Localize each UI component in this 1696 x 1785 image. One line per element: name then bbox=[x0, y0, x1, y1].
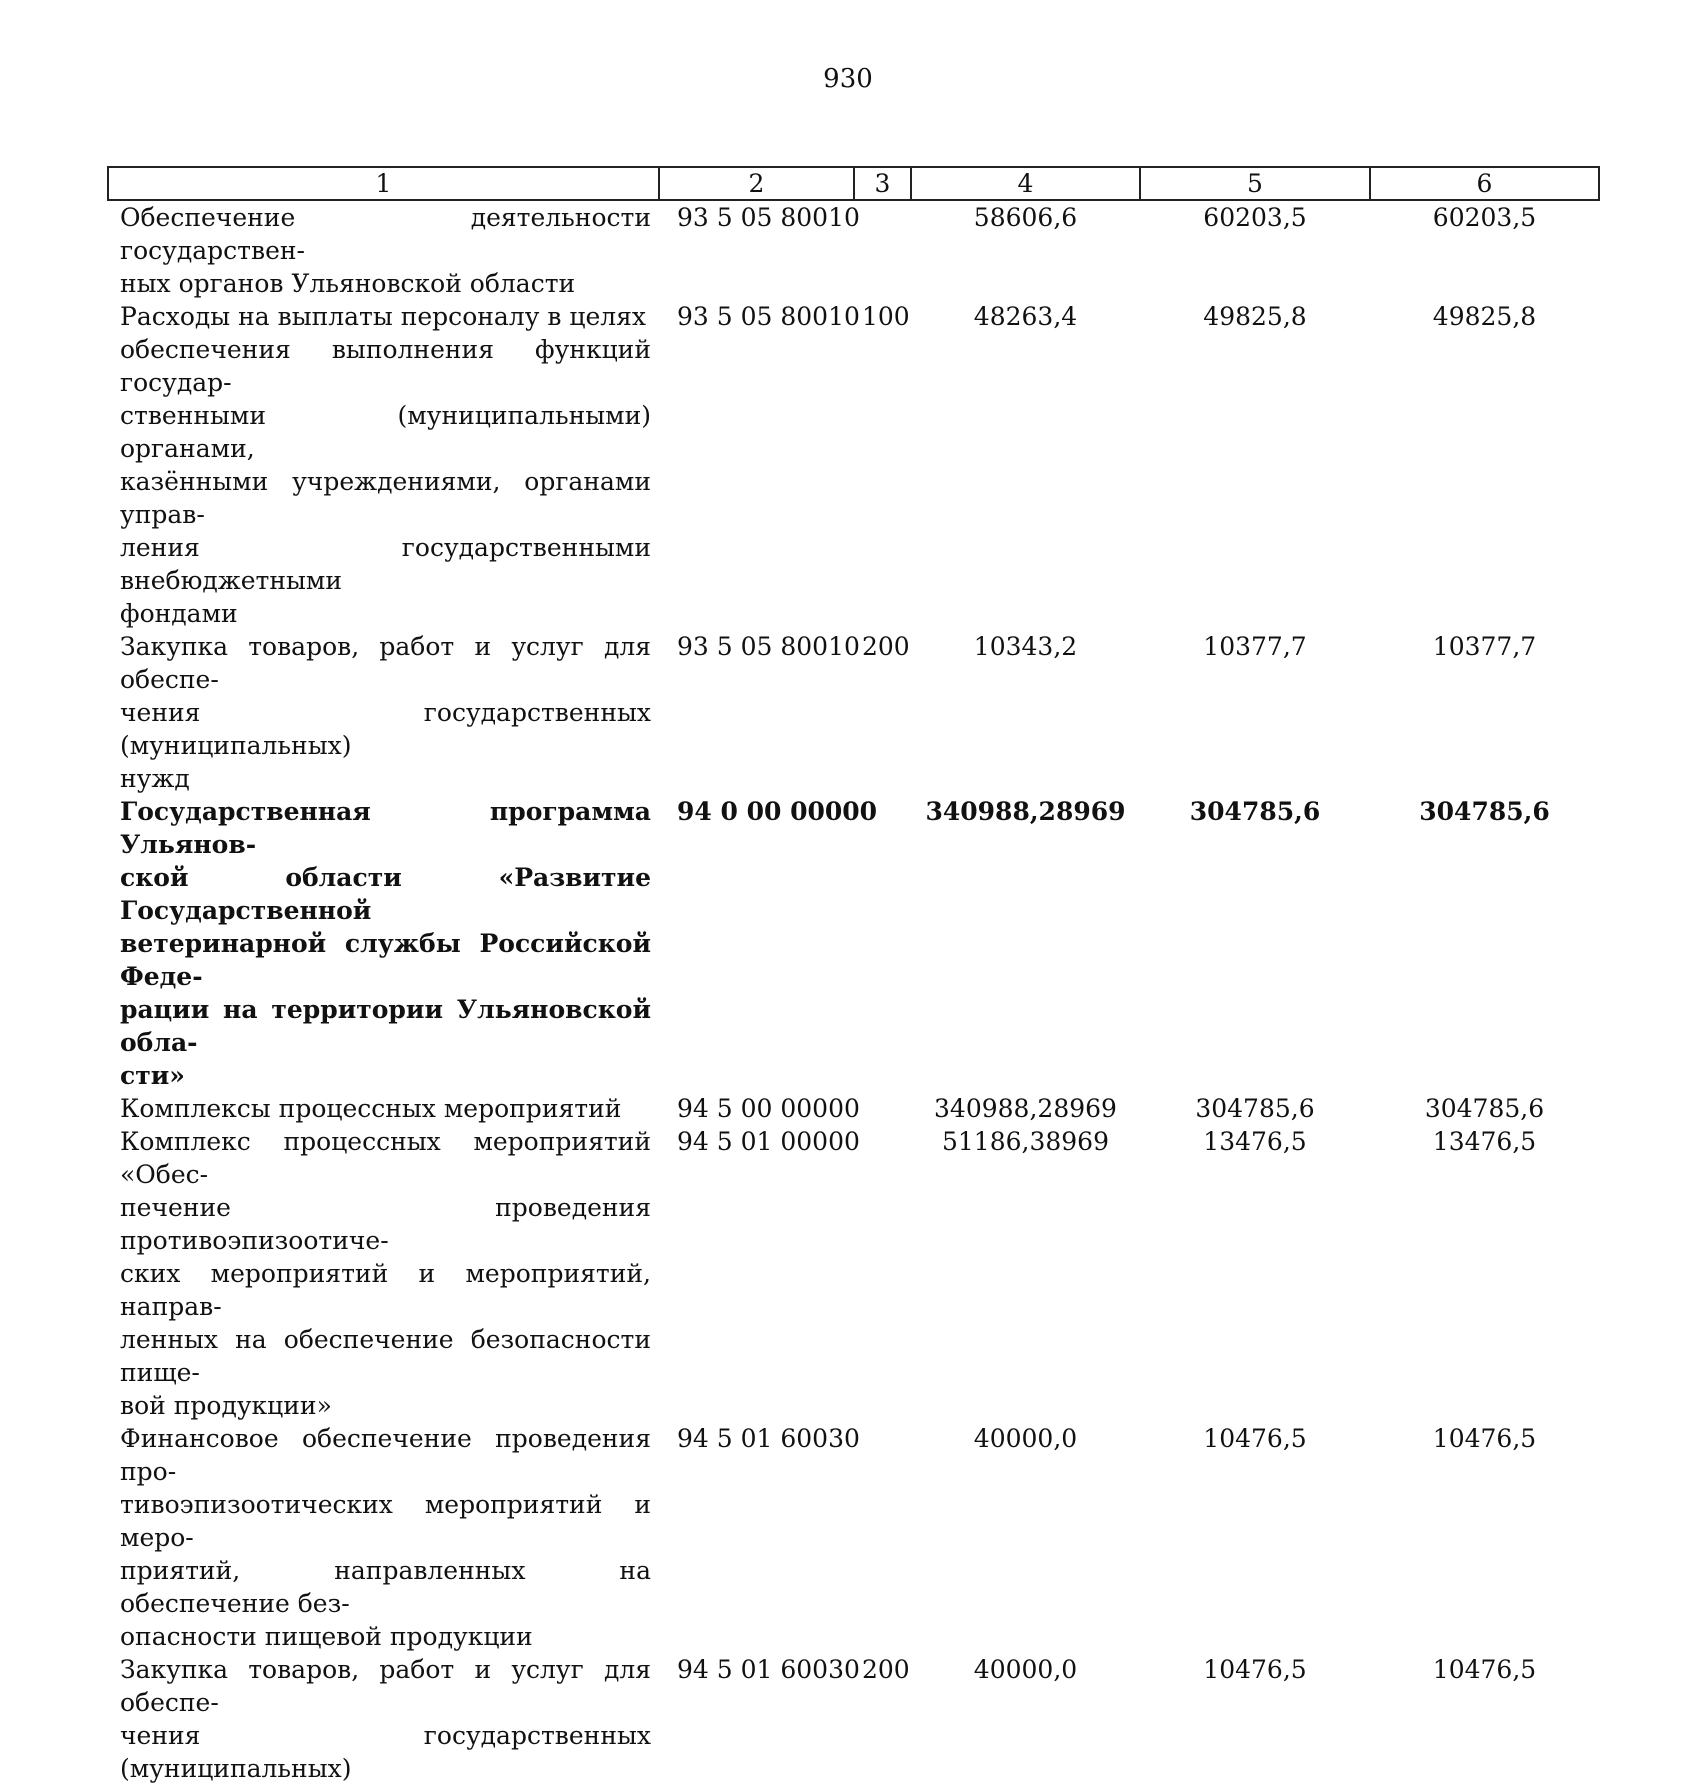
column-header-6: 6 bbox=[1370, 167, 1599, 200]
row-value-6: 49825,8 bbox=[1432, 302, 1537, 331]
description-line: ских мероприятий и мероприятий, направ- bbox=[120, 1259, 651, 1321]
table-row bbox=[108, 1092, 1599, 1125]
row-description bbox=[108, 1092, 659, 1125]
row-expense-type bbox=[854, 795, 911, 1092]
row-value-5: 13476,5 bbox=[1203, 1127, 1307, 1156]
description-line: чения государственных (муниципальных) bbox=[120, 1721, 651, 1783]
description-line: печение проведения противоэпизоотиче- bbox=[120, 1193, 651, 1255]
row-value-5: 60203,5 bbox=[1203, 203, 1307, 232]
row-description bbox=[108, 795, 659, 1092]
row-code: 94 5 01 60030 bbox=[677, 1424, 860, 1453]
description-line: чения государственных (муниципальных) bbox=[120, 698, 651, 760]
row-code: 94 5 01 60030 bbox=[677, 1655, 860, 1684]
description-line: рации на территории Ульяновской обла- bbox=[120, 995, 651, 1057]
row-value-5: 304785,6 bbox=[1189, 797, 1321, 826]
row-value-4: 48263,4 bbox=[973, 302, 1078, 331]
table-header-row bbox=[108, 167, 1599, 200]
table-row bbox=[108, 300, 1599, 630]
row-value-6: 10476,5 bbox=[1432, 1424, 1537, 1453]
description-line: сти» bbox=[120, 1061, 185, 1090]
description-line: приятий, направленных на обеспечение без- bbox=[120, 1556, 651, 1618]
description-line: Финансовое обеспечение проведения про- bbox=[120, 1424, 651, 1486]
row-description bbox=[108, 1653, 659, 1785]
table-row bbox=[108, 1653, 1599, 1785]
column-header-2: 2 bbox=[659, 167, 854, 200]
row-value-5: 49825,8 bbox=[1203, 302, 1307, 331]
description-line: ственными (муниципальными) органами, bbox=[120, 401, 651, 463]
description-line: Закупка товаров, работ и услуг для обеспе- bbox=[120, 632, 651, 694]
description-line: ленных на обеспечение безопасности пище- bbox=[120, 1325, 651, 1387]
description-line: Комплексы процессных мероприятий bbox=[120, 1094, 622, 1123]
description-line: вой продукции» bbox=[120, 1391, 332, 1420]
row-value-6: 304785,6 bbox=[1424, 1094, 1545, 1123]
table-row bbox=[108, 630, 1599, 795]
row-expense-type bbox=[854, 200, 911, 300]
row-value-6: 10377,7 bbox=[1432, 632, 1537, 661]
description-line: ных органов Ульяновской области bbox=[120, 269, 576, 298]
description-line: обеспечения выполнения функций государ- bbox=[120, 335, 651, 397]
row-description bbox=[108, 200, 659, 300]
row-description bbox=[108, 630, 659, 795]
row-expense-type: 100 bbox=[862, 302, 910, 331]
column-header-1: 1 bbox=[108, 167, 659, 200]
row-code: 94 0 00 00000 bbox=[677, 797, 878, 826]
row-expense-type bbox=[854, 1125, 911, 1422]
row-code: 94 5 00 00000 bbox=[677, 1094, 860, 1123]
row-value-4: 40000,0 bbox=[973, 1655, 1078, 1684]
description-line: фондами bbox=[120, 599, 238, 628]
row-value-4: 51186,38969 bbox=[941, 1127, 1109, 1156]
row-value-5: 304785,6 bbox=[1195, 1094, 1315, 1123]
description-line: ветеринарной службы Российской Феде- bbox=[120, 929, 651, 991]
description-line: опасности пищевой продукции bbox=[120, 1622, 533, 1651]
description-line: Расходы на выплаты персоналу в целях bbox=[120, 302, 646, 331]
description-line: тивоэпизоотических мероприятий и меро- bbox=[120, 1490, 651, 1552]
table-row bbox=[108, 200, 1599, 300]
budget-table bbox=[107, 166, 1600, 1785]
row-expense-type: 200 bbox=[862, 1655, 910, 1684]
description-line: Закупка товаров, работ и услуг для обеспе- bbox=[120, 1655, 651, 1717]
description-line: казёнными учреждениями, органами управ- bbox=[120, 467, 651, 529]
row-value-4: 340988,28969 bbox=[925, 797, 1126, 826]
table-row bbox=[108, 1125, 1599, 1422]
description-line: Обеспечение деятельности государствен- bbox=[120, 203, 651, 265]
column-header-4: 4 bbox=[911, 167, 1140, 200]
description-line: ления государственными внебюджетными bbox=[120, 533, 651, 595]
row-value-5: 10476,5 bbox=[1203, 1655, 1307, 1684]
row-value-6: 13476,5 bbox=[1432, 1127, 1537, 1156]
column-header-3: 3 bbox=[854, 167, 911, 200]
row-expense-type: 200 bbox=[862, 632, 910, 661]
row-value-6: 60203,5 bbox=[1432, 203, 1537, 232]
table-row bbox=[108, 1422, 1599, 1653]
row-value-5: 10476,5 bbox=[1203, 1424, 1307, 1453]
row-expense-type bbox=[854, 1422, 911, 1653]
description-line: Комплекс процессных мероприятий «Обес- bbox=[120, 1127, 651, 1189]
row-description bbox=[108, 1422, 659, 1653]
row-code: 93 5 05 80010 bbox=[677, 203, 860, 232]
row-value-4: 340988,28969 bbox=[934, 1094, 1117, 1123]
row-code: 94 5 01 00000 bbox=[677, 1127, 860, 1156]
column-header-5: 5 bbox=[1140, 167, 1370, 200]
row-expense-type bbox=[854, 1092, 911, 1125]
row-description bbox=[108, 1125, 659, 1422]
row-code: 93 5 05 80010 bbox=[677, 632, 860, 661]
row-description bbox=[108, 300, 659, 630]
description-line: нужд bbox=[120, 764, 190, 793]
row-code: 93 5 05 80010 bbox=[677, 302, 860, 331]
row-value-4: 40000,0 bbox=[973, 1424, 1078, 1453]
row-value-5: 10377,7 bbox=[1203, 632, 1307, 661]
description-line: Государственная программа Ульянов- bbox=[120, 797, 651, 859]
description-line: ской области «Развитие Государственной bbox=[120, 863, 651, 925]
row-value-6: 10476,5 bbox=[1432, 1655, 1537, 1684]
table-row bbox=[108, 795, 1599, 1092]
row-value-4: 10343,2 bbox=[973, 632, 1078, 661]
page-number: 930 bbox=[823, 64, 873, 94]
table-body bbox=[108, 200, 1599, 1785]
row-value-6: 304785,6 bbox=[1419, 797, 1550, 826]
row-value-4: 58606,6 bbox=[973, 203, 1078, 232]
